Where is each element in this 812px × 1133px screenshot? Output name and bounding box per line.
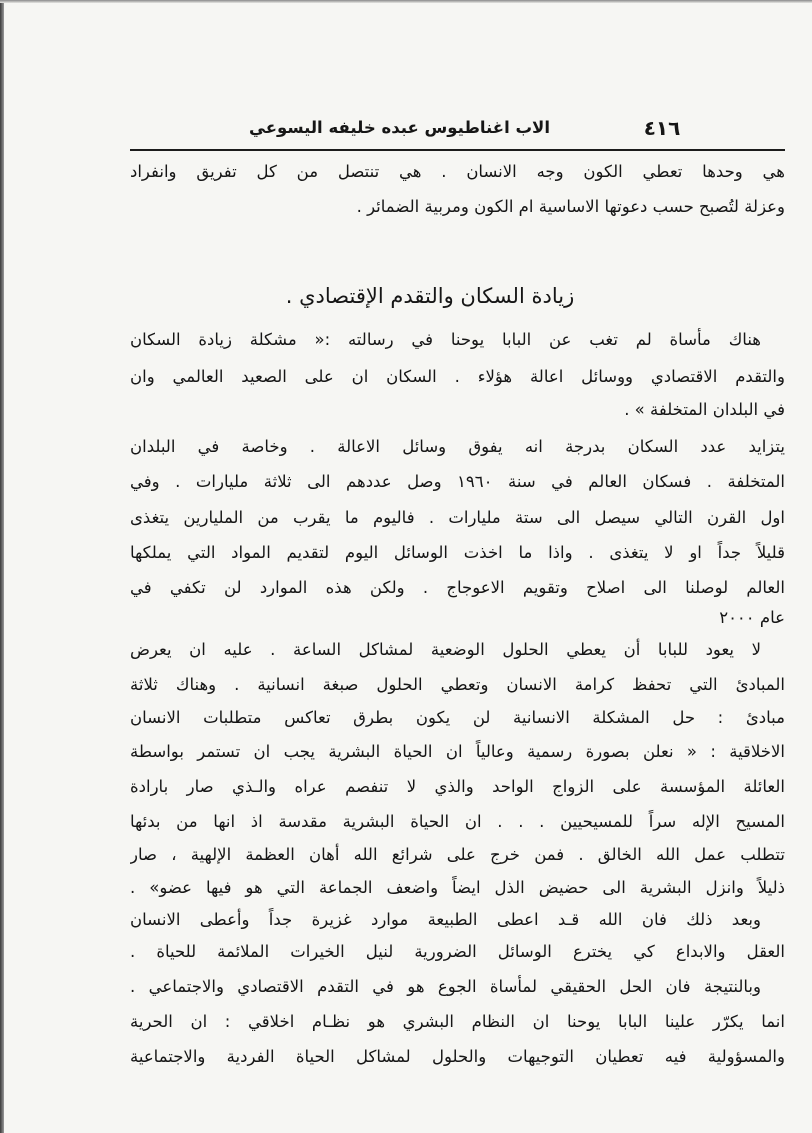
section-heading: زيادة السكان والتقدم الإقتصادي . — [285, 284, 575, 308]
text-line: وعزلة لتُصبح حسب دعوتها الاساسية ام الكون ومربية الضمائر . — [356, 197, 785, 216]
text-line: والمسؤولية فيه تعطيان التوجيهات والحلول لمشاكل الحياة الفردية والاجتماعية — [130, 1047, 785, 1066]
page-number: ٤١٦ — [643, 116, 681, 140]
text-line: العالم لوصلنا الى اصلاح وتقويم الاعوجاج . ولكن هذه الموارد لن تكفي في — [130, 578, 785, 597]
scan-edge-top — [0, 0, 812, 3]
text-line: ذليلاً وانزل البشرية الى حضيض الذل ايضاً واضعف الجماعة التي هو فيها عضو» . — [130, 878, 785, 897]
text-line: والتقدم الاقتصادي ووسائل اعالة هؤلاء . السكان ان على الصعيد العالمي وان — [130, 367, 785, 386]
text-line: العائلة المؤسسة على الزواج الواحد والذي لا تنفصم عراه والـذي صار بارادة — [130, 777, 785, 796]
text-line: قليلاً جداً او لا يتغذى . واذا ما اخذت الوسائل اليوم لتقديم المواد التي يملكها — [130, 543, 785, 562]
text-line: وبالنتيجة فان الحل الحقيقي لمأساة الجوع هو في التقدم الاقتصادي والاجتماعي . — [130, 977, 761, 996]
text-line: مبادئ : حل المشكلة الانسانية لن يكون بطرق تعاكس متطلبات الانسان — [130, 708, 785, 727]
text-line: المسيح الإله سراً للمسيحيين . . . ان الحياة البشرية مقدسة اذ انها من بدئها — [130, 812, 785, 831]
text-line: الاخلاقية : « نعلن بصورة رسمية وعالياً ان الحياة البشرية يجب ان تستمر بواسطة — [130, 742, 785, 761]
text-line: يتزايد عدد السكان بدرجة انه يفوق وسائل الاعالة . وخاصة في البلدان — [130, 437, 785, 456]
scan-edge-left — [0, 0, 4, 1133]
text-line: في البلدان المتخلفة » . — [624, 400, 785, 419]
text-line: المتخلفة . فسكان العالم في سنة ١٩٦٠ وصل عددهم الى ثلاثة مليارات . وفي — [130, 472, 785, 491]
running-title: الاب اغناطيوس عبده خليفه اليسوعي — [249, 118, 550, 137]
text-line: تتطلب عمل الله الخالق . فمن خرج على شرائع الله أهان العظمة الإلهية ، صار — [130, 845, 785, 864]
text-line: اول القرن التالي سيصل الى ستة مليارات . فاليوم ما يقرب من المليارين يتغذى — [130, 508, 785, 527]
header-rule — [130, 149, 785, 151]
text-line: هناك مأساة لم تغب عن البابا يوحنا في رسالته :« مشكلة زيادة السكان — [130, 330, 761, 349]
text-line: هي وحدها تعطي الكون وجه الانسان . هي تنتصل من كل تفريق وانفراد — [130, 162, 785, 181]
text-line: العقل والابداع كي يخترع الوسائل الضرورية لنيل الخيرات الملائمة للحياة . — [130, 942, 785, 961]
text-line: انما يكرّر علينا البابا يوحنا ان النظام البشري هو نظـام اخلاقي : ان الحرية — [130, 1012, 785, 1031]
text-line: وبعد ذلك فان الله قـد اعطى الطبيعة موارد غزيرة جداً وأعطى الانسان — [130, 910, 761, 929]
text-line: لا يعود للبابا أن يعطي الحلول الوضعية لمشاكل الساعة . عليه ان يعرض — [130, 640, 761, 659]
text-line: المبادئ التي تحفظ كرامة الانسان وتعطي الحلول صبغة انسانية . وهناك ثلاثة — [130, 675, 785, 694]
text-line: عام ٢٠٠٠ — [719, 608, 785, 627]
